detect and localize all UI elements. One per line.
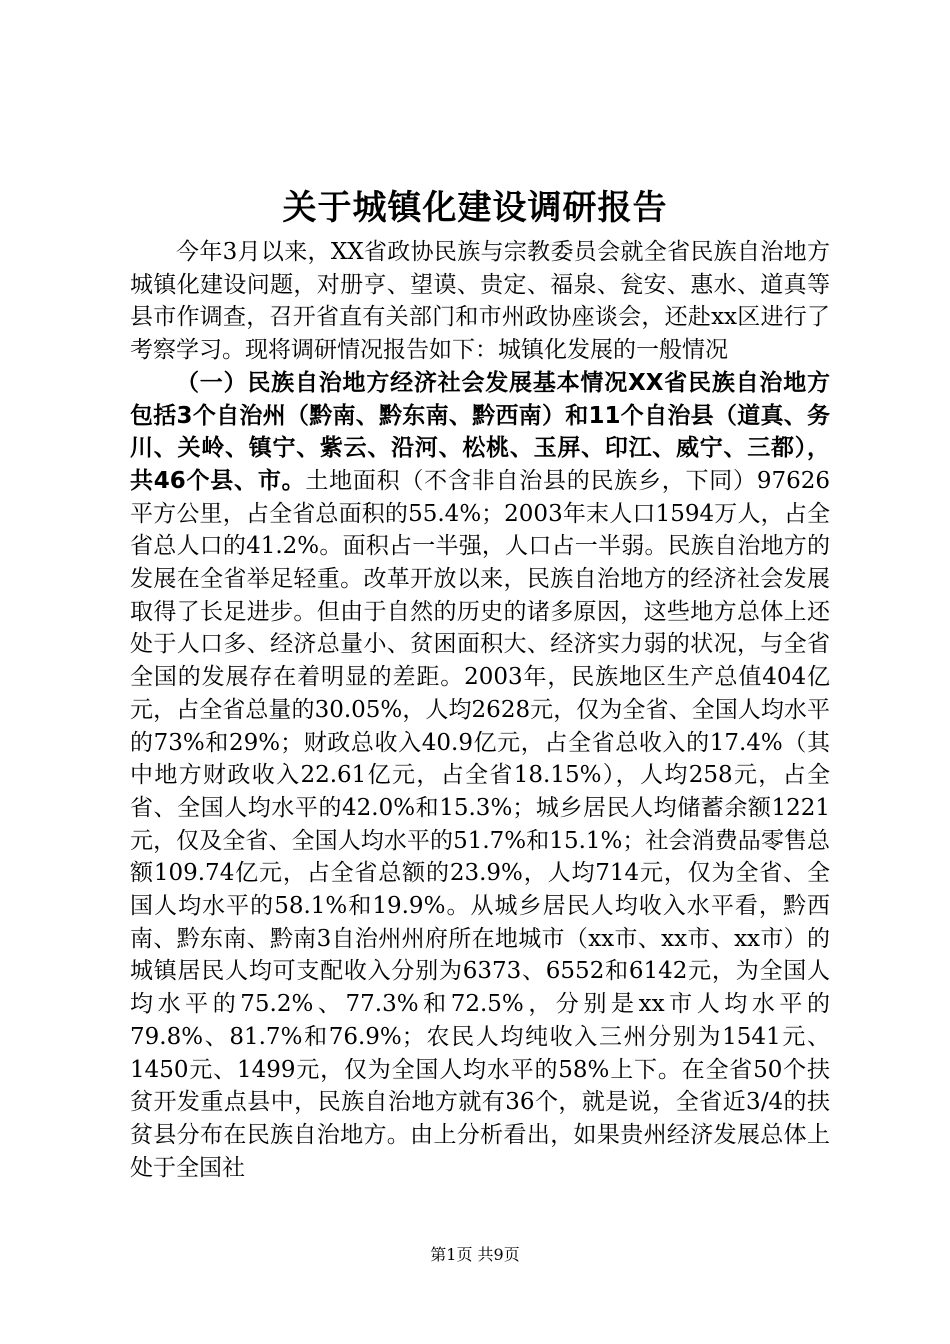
document-title: 关于城镇化建设调研报告 bbox=[282, 188, 668, 228]
document-body bbox=[130, 236, 830, 1184]
page-footer: 第1页 共9页 bbox=[430, 1245, 520, 1264]
section-heading: （一）民族自治地方经济社会发展基本情况XX省民族自治地方包括3个自治州（黔南、黔东南、黔西南）和11个自治县（道真、务川、关岭、镇宁、紫云、沿河、松桃、玉屏、印江、威宁、三都），共46个县、市。 bbox=[130, 369, 830, 494]
section-body-text: 土地面积（不含非自治县的民族乡，下同）97626平方公里，占全省总面积的55.4%；2003年末人口1594万人，占全省总人口的41.2%。面积占一半强，人口占一半弱。民族自治地方的发展在全省举足轻重。改革开放以来，民族自治地方的经济社会发展取得了长足进步。但由于自然的历史的诸多原因，这些地方总体上还处于人口多、经济总量小、贫困面积大、经济实力弱的状况，与全省全国的发展存在着明显的差距。2003年，民族地区生产总值404亿元，占全省总量的30.05%，人均2628元，仅为全省、全国人均水平的73%和29%；财政总收入40.9亿元，占全省总收入的17.4%（其中地方财政收入22.61亿元，占全省18.15%），人均258元，占全省、全国人均水平的42.0%和15.3%；城乡居民人均储蓄余额1221元，仅及全省、全国人均水平的51.7%和15.1%；社会消费品零售总额109.74亿元，占全省总额的23.9%，人均714元，仅为全省、全国人均水平的58.1%和19.9%。从城乡居民人均收入水平看，黔西南、黔东南、黔南3自治州州府所在地城市（xx市、xx市、xx市）的城镇居民人均可支配收入分别为6373、6552和6142元，为全国人均水平的75.2%、77.3%和72.5%，分别是xx市人均水平的79.8%、81.7%和76.9%；农民人均纯收入三州分别为1541元、1450元、1499元，仅为全国人均水平的58%上下。在全省50个扶贫开发重点县中，民族自治地方就有36个，就是说，全省近3/4的扶贫县分布在民族自治地方。由上分析看出，如果贵州经济发展总体上处于全国社 bbox=[130, 467, 830, 1181]
paragraph-section-one bbox=[130, 367, 830, 1185]
paragraph-intro: 今年3月以来，XX省政协民族与宗教委员会就全省民族自治地方城镇化建设问题，对册亨、望谟、贵定、福泉、瓮安、惠水、道真等县市作调查，召开省直有关部门和市州政协座谈会，还赴xx区进行了考察学习。现将调研情况报告如下：城镇化发展的一般情况 bbox=[130, 239, 830, 364]
